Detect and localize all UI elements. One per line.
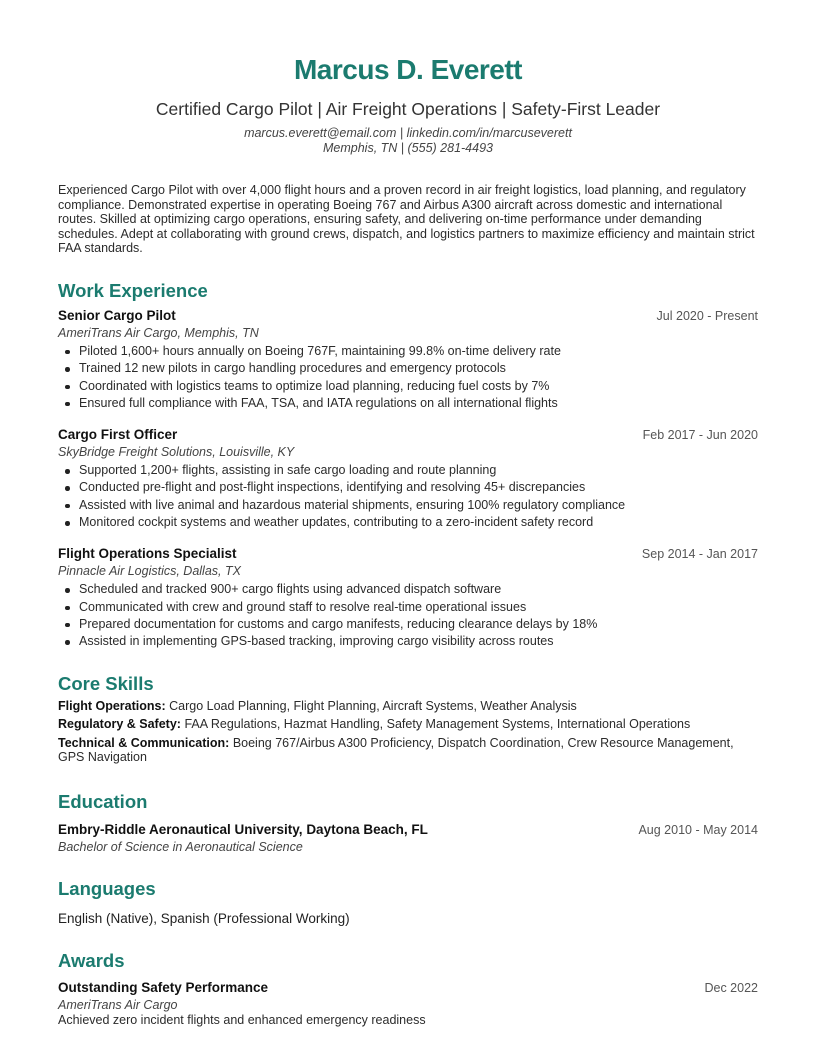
section-title-education: Education bbox=[58, 790, 148, 812]
section-title-languages: Languages bbox=[58, 877, 156, 899]
contact-line-email-linkedin: marcus.everett@email.com | linkedin.com/in/marcuseverett bbox=[244, 126, 572, 140]
skill-row bbox=[58, 736, 758, 765]
job-entry bbox=[58, 427, 758, 531]
list-item: Monitored cockpit systems and weather updates, contributing to a zero-incident safety record bbox=[58, 514, 758, 531]
list-item: Prepared documentation for customs and cargo manifests, reducing clearance delays by 18% bbox=[58, 616, 758, 633]
list-item: Assisted with live animal and hazardous material shipments, ensuring 100% regulatory compliance bbox=[58, 497, 758, 514]
skill-value: FAA Regulations, Hazmat Handling, Safety Management Systems, International Operations bbox=[184, 717, 691, 732]
education-entry bbox=[58, 822, 758, 855]
job-entry bbox=[58, 546, 758, 650]
skill-value: Boeing 767/Airbus A300 Proficiency, Dispatch Coordination, Crew Resource Management, GPS Navigation bbox=[58, 735, 734, 765]
list-item: Scheduled and tracked 900+ cargo flights using advanced dispatch software bbox=[58, 581, 758, 598]
job-organization: AmeriTrans Air Cargo, Memphis, TN bbox=[58, 325, 259, 340]
job-title: Cargo First Officer bbox=[58, 427, 178, 443]
job-title: Senior Cargo Pilot bbox=[58, 307, 176, 323]
list-item: Assisted in implementing GPS-based tracking, improving cargo visibility across routes bbox=[58, 633, 758, 650]
list-item: Piloted 1,600+ hours annually on Boeing 767F, maintaining 99.8% on-time delivery rate bbox=[58, 343, 758, 360]
skill-value: Cargo Load Planning, Flight Planning, Aircraft Systems, Weather Analysis bbox=[169, 698, 577, 713]
job-entry bbox=[58, 308, 758, 412]
list-item: Communicated with crew and ground staff to resolve real-time operational issues bbox=[58, 599, 758, 616]
job-organization: SkyBridge Freight Solutions, Louisville, KY bbox=[58, 445, 295, 460]
skill-label: Technical & Communication: bbox=[58, 735, 230, 750]
section-title-work-experience: Work Experience bbox=[58, 279, 208, 301]
skill-row bbox=[58, 699, 758, 714]
headline: Certified Cargo Pilot | Air Freight Operations | Safety-First Leader bbox=[155, 99, 661, 119]
skills-list bbox=[58, 699, 758, 765]
job-dates: Sep 2014 - Jan 2017 bbox=[641, 547, 758, 562]
resume-page bbox=[58, 54, 758, 1028]
job-bullets bbox=[58, 343, 758, 412]
contact-line-location-phone: Memphis, TN | (555) 281-4493 bbox=[323, 141, 493, 155]
job-title: Flight Operations Specialist bbox=[58, 546, 237, 562]
job-dates: Feb 2017 - Jun 2020 bbox=[642, 428, 758, 443]
job-organization: Pinnacle Air Logistics, Dallas, TX bbox=[58, 564, 241, 579]
job-bullets bbox=[58, 581, 758, 650]
professional-summary: Experienced Cargo Pilot with over 4,000 flight hours and a proven record in air freight logistics, load planning, and regulatory compliance. Demonstrated expertise in operating Boeing 767 and Airbus A300 aircraft across domestic and international routes. Skilled at optimizing cargo operations, ensuring safety, and delivering on-time performance under demanding schedules. Adept at collaborating with ground crews, dispatch, and logistics partners to maximize efficiency and maintain strict FAA standards. bbox=[58, 183, 755, 256]
list-item: Ensured full compliance with FAA, TSA, and IATA regulations on all international flights bbox=[58, 395, 758, 412]
skill-label: Regulatory & Safety: bbox=[58, 717, 181, 732]
list-item: Trained 12 new pilots in cargo handling procedures and emergency protocols bbox=[58, 360, 758, 377]
school-name: Embry-Riddle Aeronautical University, Daytona Beach, FL bbox=[58, 821, 428, 837]
skill-label: Flight Operations: bbox=[58, 698, 166, 713]
award-entry bbox=[58, 980, 758, 1028]
award-title: Outstanding Safety Performance bbox=[58, 979, 269, 995]
languages-text: English (Native), Spanish (Professional Working) bbox=[58, 910, 350, 926]
award-date: Dec 2022 bbox=[704, 980, 758, 995]
list-item: Supported 1,200+ flights, assisting in safe cargo loading and route planning bbox=[58, 462, 758, 479]
section-title-awards: Awards bbox=[58, 949, 125, 971]
award-organization: AmeriTrans Air Cargo bbox=[58, 997, 178, 1012]
skill-row bbox=[58, 717, 758, 732]
education-dates: Aug 2010 - May 2014 bbox=[638, 822, 758, 837]
job-dates: Jul 2020 - Present bbox=[656, 308, 758, 323]
award-description: Achieved zero incident flights and enhanced emergency readiness bbox=[58, 1012, 426, 1027]
list-item: Conducted pre-flight and post-flight inspections, identifying and resolving 45+ discrepancies bbox=[58, 479, 758, 496]
candidate-name: Marcus D. Everett bbox=[293, 54, 523, 85]
job-bullets bbox=[58, 462, 758, 531]
section-title-core-skills: Core Skills bbox=[58, 672, 154, 694]
list-item: Coordinated with logistics teams to optimize load planning, reducing fuel costs by 7% bbox=[58, 378, 758, 395]
degree: Bachelor of Science in Aeronautical Science bbox=[58, 839, 303, 854]
